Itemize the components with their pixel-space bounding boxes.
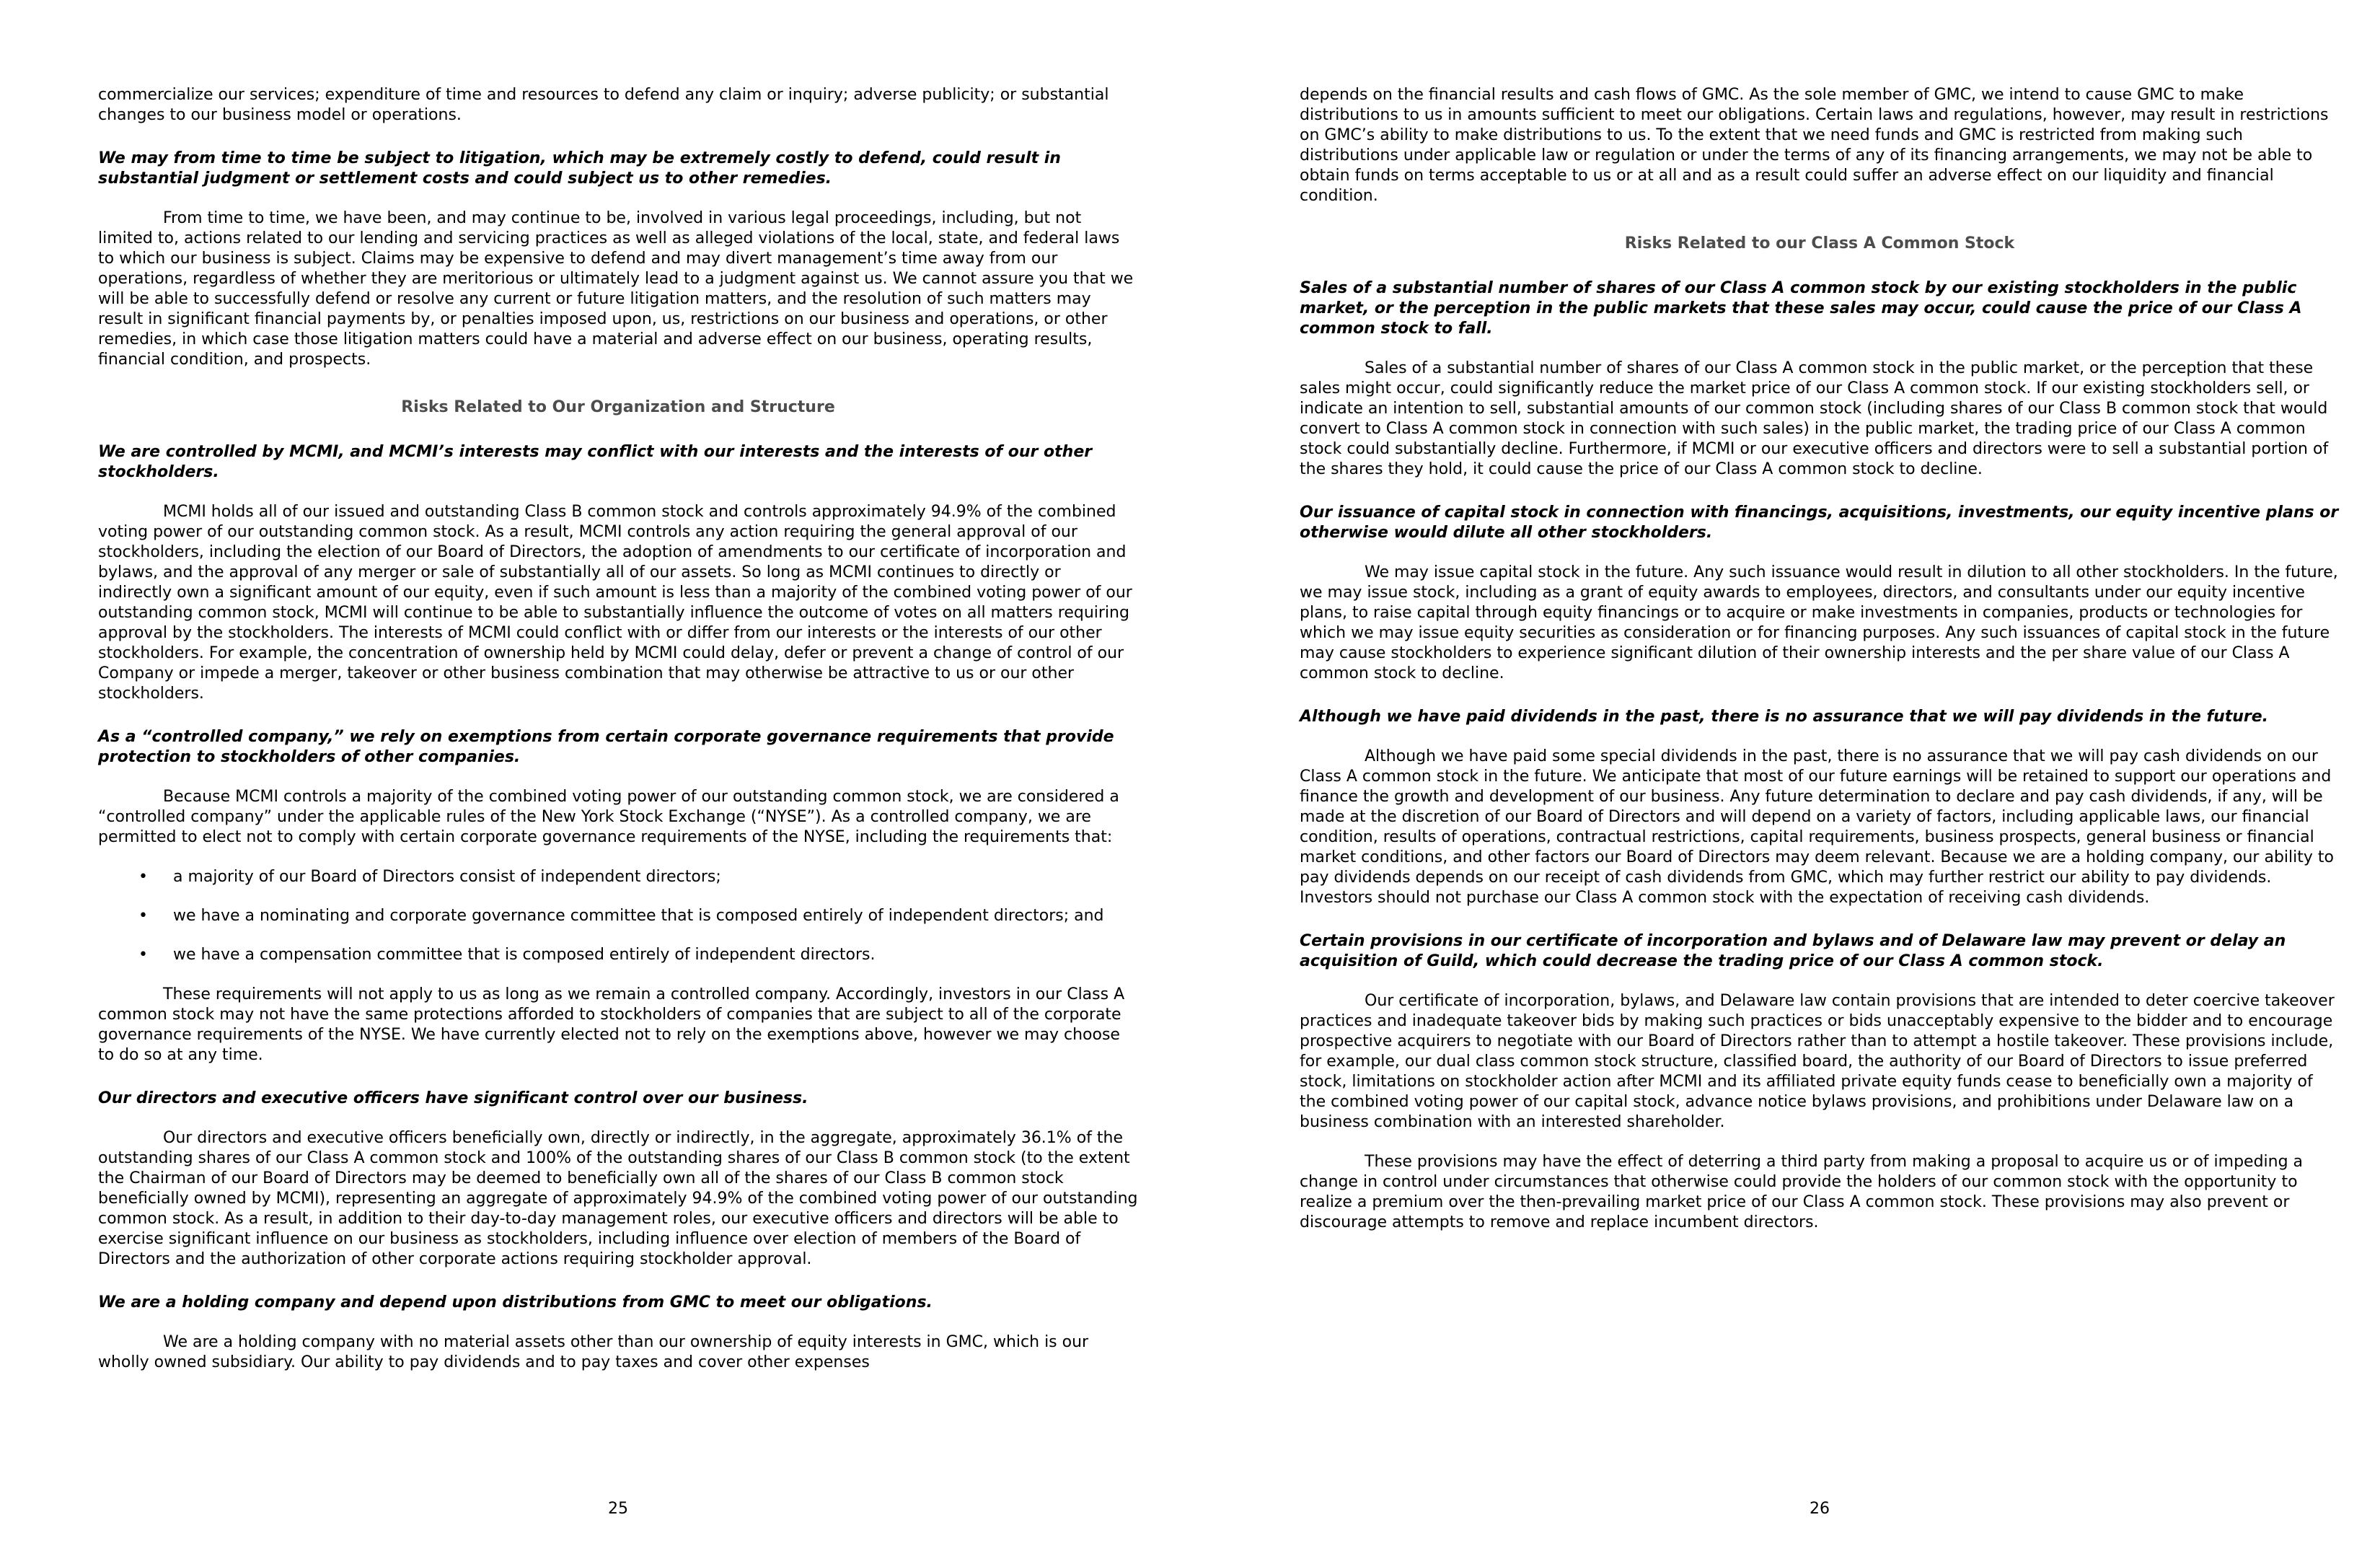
body-paragraph: Our certificate of incorporation, bylaws, and Delaware law contain provisions that are intended to deter coercive takeover practices and inadequate takeover bids by making such practices or bids unacceptably expensive to the bidder and to encourage prospective acquirers to negotiate with our Board of Directors rather than to attempt a hostile takeover. These provisions include, for example, our dual class common stock structure, classified board, the authority of our Board of Directors to issue preferred stock, limitations on stockholder action after MCMI and its affiliated private equity funds cease to beneficially own a majority of the combined voting power of our capital stock, advance notice bylaws provisions, and prohibitions under Delaware law on a business combination with an interested shareholder.	[1300, 992, 2335, 1131]
page-number-26: 26	[1810, 1500, 1830, 1518]
risk-factor-heading: Certain provisions in our certificate of incorporation and bylaws and of Delaware law may prevent or delay an acquisition of Guild, which could decrease the trading price of our Class A common stock.	[1300, 932, 2286, 970]
risk-factor-heading: We are controlled by MCMI, and MCMI’s interests may conflict with our interests and the interests of our other stockholders.	[98, 443, 1093, 481]
body-paragraph: Our directors and executive officers beneficially own, directly or indirectly, in the aggregate, approximately 36.1% of the outstanding shares of our Class A common stock and 100% of the outstanding shares of our Class B common stock (to the extent the Chairman of our Board of Directors may be deemed to beneficially own all of the shares of our Class B common stock beneficially owned by MCMI), representing an aggregate of approximately 94.9% of the combined voting power of our outstanding common stock. As a result, in addition to their day-to-day management roles, our executive officers and directors will be able to exercise significant influence on our business as stockholders, including influence over election of members of the Board of Directors and the authorization of other corporate actions requiring stockholder approval.	[98, 1129, 1138, 1268]
body-paragraph: These provisions may have the effect of deterring a third party from making a proposal to acquire us or of impeding a change in control under circumstances that otherwise could provide the holders of our common stock with the opportunity to realize a premium over the then-prevailing market price of our Class A common stock. These provisions may also prevent or discourage attempts to remove and replace incumbent directors.	[1300, 1153, 2304, 1231]
section-heading-organization-structure: Risks Related to Our Organization and Structure	[401, 398, 835, 416]
risk-factor-heading: Our directors and executive officers have significant control over our business.	[98, 1089, 808, 1107]
risk-factor-heading: Although we have paid dividends in the past, there is no assurance that we will pay dividends in the future.	[1300, 708, 2269, 726]
page-26-content	[1300, 85, 2340, 1252]
page-number-25: 25	[608, 1500, 628, 1518]
body-paragraph: Although we have paid some special dividends in the past, there is no assurance that we will pay cash dividends on our Class A common stock in the future. We anticipate that most of our future earnings will be retained to support our operations and finance the growth and development of our business. Any future determination to declare and pay cash dividends, if any, will be made at the discretion of our Board of Directors and will depend on a variety of factors, including applicable laws, our financial condition, results of operations, contractual restrictions, capital requirements, business prospects, general business or financial market conditions, and other factors our Board of Directors may deem relevant. Because we are a holding company, our ability to pay dividends depends on our receipt of cash dividends from GMC, which may further restrict our ability to pay dividends. Investors should not purchase our Class A common stock with the expectation of receiving cash dividends.	[1300, 747, 2334, 907]
risk-factor-heading: As a “controlled company,” we rely on exemptions from certain corporate governance requirements that provide protection to stockholders of other companies.	[98, 728, 1114, 766]
section-heading-class-a-common-stock: Risks Related to our Class A Common Stock	[1624, 234, 2015, 252]
body-paragraph: From time to time, we have been, and may continue to be, involved in various legal proceedings, including, but not limited to, actions related to our lending and servicing practices as well as alleged violations of the local, state, and federal laws to which our business is subject. Claims may be expensive to defend and may divert management’s time away from our operations, regardless of whether they are meritorious or ultimately lead to a judgment against us. We cannot assure you that we will be able to successfully defend or resolve any current or future litigation matters, and the resolution of such matters may result in significant financial payments by, or penalties imposed upon, us, restrictions on our business and operations, or other remedies, in which case those litigation matters could have a material and adverse effect on our business, operating results, financial condition, and prospects.	[98, 209, 1134, 369]
bullet-item: • we have a compensation committee that is composed entirely of independent directors.	[173, 945, 1138, 965]
body-paragraph: MCMI holds all of our issued and outstanding Class B common stock and controls approximately 94.9% of the combined voting power of our outstanding common stock. As a result, MCMI controls any action requiring the general approval of our stockholders, including the election of our Board of Directors, the adoption of amendments to our certificate of incorporation and bylaws, and the approval of any merger or sale of substantially all of our assets. So long as MCMI continues to directly or indirectly own a significant amount of our equity, even if such amount is less than a majority of the combined voting power of our outstanding common stock, MCMI will continue to be able to substantially influence the outcome of votes on all matters requiring approval by the stockholders. The interests of MCMI could conflict with or differ from our interests or the interests of our other stockholders. For example, the concentration of ownership held by MCMI could delay, defer or prevent a change of control of our Company or impede a merger, takeover or other business combination that may otherwise be attractive to us or our other stockholders.	[98, 503, 1132, 703]
risk-factor-heading: We may from time to time be subject to litigation, which may be extremely costly to defend, could result in substantial judgment or settlement costs and could subject us to other remedies.	[98, 149, 1061, 188]
bullet-item: • a majority of our Board of Directors consist of independent directors;	[173, 867, 1138, 887]
body-paragraph: These requirements will not apply to us as long as we remain a controlled company. Accordingly, investors in our Class A common stock may not have the same protections afforded to stockholders of companies that are subject to all of the corporate governance requirements of the NYSE. We have currently elected not to rely on the exemptions above, however we may choose to do so at any time.	[98, 985, 1125, 1064]
nyse-requirements-list	[98, 867, 1138, 965]
body-paragraph: Because MCMI controls a majority of the combined voting power of our outstanding common stock, we are considered a “controlled company” under the applicable rules of the New York Stock Exchange (“NYSE”). As a controlled company, we are permitted to elect not to comply with certain corporate governance requirements of the NYSE, including the requirements that:	[98, 788, 1119, 846]
page-25-content	[98, 85, 1138, 1392]
body-paragraph: We may issue capital stock in the future. Any such issuance would result in dilution to all other stockholders. In the future, we may issue stock, including as a grant of equity awards to employees, directors, and consultants under our equity incentive plans, to raise capital through equity financings or to acquire or make investments in companies, products or technologies for which we may issue equity securities as consideration or for financing purposes. Any such issuances of capital stock in the future may cause stockholders to experience significant dilution of their ownership interests and the per share value of our Class A common stock to decline.	[1300, 563, 2338, 682]
risk-factor-heading: We are a holding company and depend upon distributions from GMC to meet our obligations.	[98, 1293, 933, 1311]
body-paragraph: We are a holding company with no material assets other than our ownership of equity interests in GMC, which is our wholly owned subsidiary. Our ability to pay dividends and to pay taxes and cover other expenses	[98, 1333, 1089, 1371]
bullet-item: • we have a nominating and corporate governance committee that is composed entirely of independent directors; and	[173, 906, 1138, 926]
body-paragraph: Sales of a substantial number of shares of our Class A common stock in the public market, or the perception that these sales might occur, could significantly reduce the market price of our Class A common stock. If our existing stockholders sell, or indicate an intention to sell, substantial amounts of our common stock (including shares of our Class B common stock that would convert to Class A common stock in connection with such sales) in the public market, the trading price of our Class A common stock could substantially decline. Furthermore, if MCMI or our executive officers and directors were to sell a substantial portion of the shares they hold, it could cause the price of our Class A common stock to decline.	[1300, 359, 2329, 478]
continuation-paragraph: commercialize our services; expenditure of time and resources to defend any claim or inquiry; adverse publicity; or substantial changes to our business model or operations.	[98, 86, 1109, 124]
risk-factor-heading: Sales of a substantial number of shares of our Class A common stock by our existing stockholders in the public market, or the perception in the public markets that these sales may occur, could cause the price of our Class A common stock to fall.	[1300, 279, 2302, 338]
continuation-paragraph: depends on the financial results and cash flows of GMC. As the sole member of GMC, we intend to cause GMC to make distributions to us in amounts sufficient to meet our obligations. Certain laws and regulations, however, may result in restrictions on GMC’s ability to make distributions to us. To the extent that we need funds and GMC is restricted from making such distributions under applicable law or regulation or under the terms of any of its financing arrangements, we may not be able to obtain funds on terms acceptable to us or at all and as a result could suffer an adverse effect on our liquidity and financial condition.	[1300, 86, 2329, 205]
risk-factor-heading: Our issuance of capital stock in connection with financings, acquisitions, investments, our equity incentive plans or otherwise would dilute all other stockholders.	[1300, 504, 2339, 542]
